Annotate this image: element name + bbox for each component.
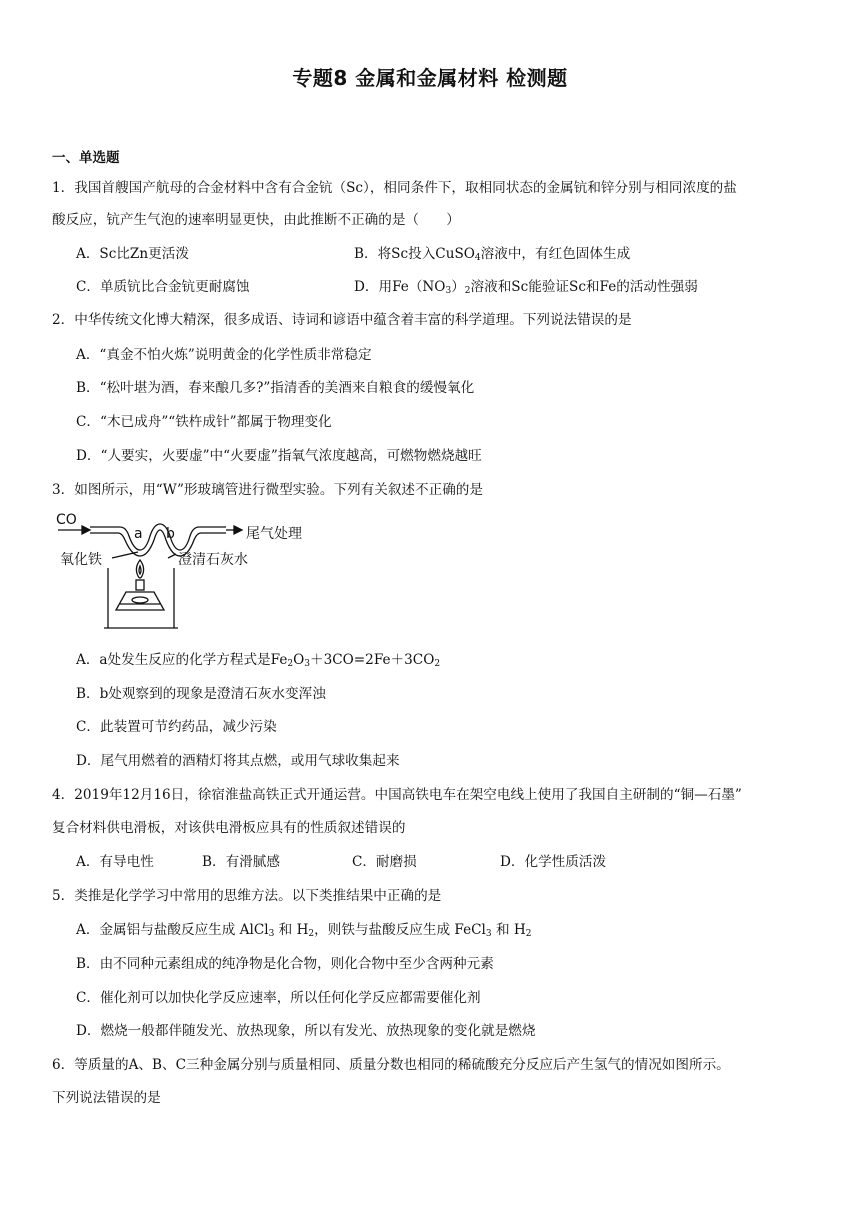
question-3-stem: 3．如图所示，用“W”形玻璃管进行微型实验。下列有关叙述不正确的是 <box>52 482 483 498</box>
option-b-text: B．将Sc投入CuSO <box>354 246 475 262</box>
section-heading: 一、单选题 <box>52 150 120 166</box>
question-4-stem-line-1: 4．2019年12月16日，徐宿淮盐高铁正式开通运营。中国高铁电车在架空电线上使用了我国自主研制的“铜—石墨” <box>52 787 742 803</box>
question-1-option-a: A．Sc比Zn更活泼 <box>76 246 189 262</box>
option-d-paren: ） <box>451 279 465 295</box>
option-a-text: O <box>293 652 305 668</box>
subscript: 2 <box>525 929 532 939</box>
option-d-text: D．用Fe（NO <box>354 279 446 295</box>
question-3-option-d: D．尾气用燃着的酒精灯将其点燃，或用气球收集起来 <box>76 753 400 769</box>
question-4-option-d: D．化学性质活泼 <box>500 854 607 870</box>
question-1-stem-line-1: 1．我国首艘国产航母的合金材料中含有合金钪（Sc），相同条件下，取相同状态的金属钪和锌分别与相同浓度的盐 <box>52 180 737 196</box>
option-a-text: 和 H <box>491 922 526 938</box>
co-label: CO <box>56 512 77 528</box>
question-3-option-a <box>76 648 440 669</box>
question-1-option-d <box>354 275 698 296</box>
question-1-option-b <box>354 242 630 263</box>
question-4-stem-line-2: 复合材料供电滑板，对该供电滑板应具有的性质叙述错误的 <box>52 820 406 836</box>
option-b-text-end: 溶液中，有红色固体生成 <box>480 246 631 262</box>
subscript: 3 <box>304 659 310 669</box>
label-b: b <box>166 526 175 542</box>
limewater-label: 澄清石灰水 <box>178 552 248 568</box>
question-2-option-a: A．“真金不怕火炼”说明黄金的化学性质非常稳定 <box>76 347 372 363</box>
question-2-option-b: B．“松叶堪为酒，春来酿几多?”指清香的美酒来自粮食的缓慢氧化 <box>76 380 475 396</box>
question-4-option-b: B．有滑腻感 <box>202 854 280 870</box>
question-5-option-b: B．由不同种元素组成的纯净物是化合物，则化合物中至少含两种元素 <box>76 956 494 972</box>
option-a-text: 和 H <box>274 922 309 938</box>
w-tube-apparatus-diagram <box>54 508 344 632</box>
subscript: 2 <box>308 929 315 939</box>
subscript: 3 <box>485 929 492 939</box>
subscript: 2 <box>434 659 441 669</box>
tail-gas-label: 尾气处理 <box>246 526 302 542</box>
question-5-stem: 5．类推是化学学习中常用的思维方法。以下类推结果中正确的是 <box>52 888 442 904</box>
subscript: 3 <box>445 286 452 296</box>
option-a-text: ，则铁与盐酸反应生成 FeCl <box>314 922 486 938</box>
iron-oxide-label: 氧化铁 <box>60 552 102 568</box>
question-1-option-c: C．单质钪比合金钪更耐腐蚀 <box>76 279 250 295</box>
question-1-stem-line-2: 酸反应，钪产生气泡的速率明显更快，由此推断不正确的是（ ） <box>52 212 460 228</box>
subscript: 3 <box>268 929 275 939</box>
label-a: a <box>134 526 143 542</box>
question-2-option-d: D．“人要实，火要虚”中“火要虚”指氧气浓度越高，可燃物燃烧越旺 <box>76 448 482 464</box>
question-5-option-c: C．催化剂可以加快化学反应速率，所以任何化学反应都需要催化剂 <box>76 990 481 1006</box>
subscript: 4 <box>474 253 481 263</box>
option-a-text: A．a处发生反应的化学方程式是Fe <box>76 652 288 668</box>
option-a-text: A．金属铝与盐酸反应生成 AlCl <box>76 922 269 938</box>
question-6-stem-line-1: 6．等质量的A、B、C三种金属分别与质量相同、质量分数也相同的稀硫酸充分反应后产生氢气的情况如图所示。 <box>52 1057 730 1073</box>
question-5-option-a <box>76 918 531 939</box>
question-2-stem: 2．中华传统文化博大精深，很多成语、诗词和谚语中蕴含着丰富的科学道理。下列说法错误的是 <box>52 312 632 328</box>
question-2-option-c: C．“木已成舟”“铁杵成针”都属于物理变化 <box>76 414 332 430</box>
question-5-option-d: D．燃烧一般都伴随发光、放热现象，所以有发光、放热现象的变化就是燃烧 <box>76 1023 536 1039</box>
option-d-text-end: 溶液和Sc能验证Sc和Fe的活动性强弱 <box>470 279 698 295</box>
page-title: 专题8 金属和金属材料 检测题 <box>292 66 568 90</box>
question-6-stem-line-2: 下列说法错误的是 <box>52 1090 161 1106</box>
question-4-option-a: A．有导电性 <box>76 854 154 870</box>
subscript: 2 <box>464 286 471 296</box>
subscript: 2 <box>287 659 294 669</box>
question-3-option-c: C．此装置可节约药品，减少污染 <box>76 719 277 735</box>
question-4-option-c: C．耐磨损 <box>352 854 417 870</box>
option-a-text: ＋3CO=2Fe＋3CO <box>310 652 435 668</box>
question-3-option-b: B．b处观察到的现象是澄清石灰水变浑浊 <box>76 686 326 702</box>
